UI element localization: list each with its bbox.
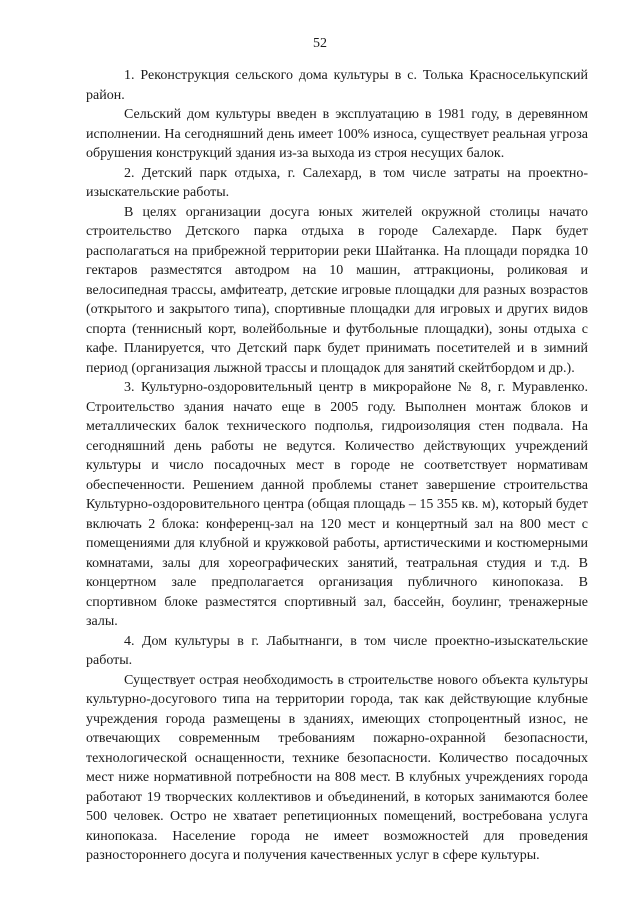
paragraph-item-3: 3. Культурно-оздоровительный центр в микрорайоне № 8, г. Муравленко. Строительство здания начато еще в 2005 году. Выполнен монтаж блоков и металлических балок технического подполья, гидроизоляция стен подвала. На сегодняшний день работы не ведутся. Количество действующих учреждений культуры и число посадочных мест в городе не соответствует нормативам обеспеченности. Решением данной проблемы станет завершение строительства Культурно-оздоровительного центра (общая площадь – 15 355 кв. м), который будет включать 2 блока: конференц-зал на 120 мест и концертный зал на 800 мест с помещениями для клубной и кружковой работы, артистическими и костюмерными комнатами, залы для хореографических занятий, театральная студия и т.д. В концертном зале предполагается организация публичного кинопоказа. В спортивном блоке разместятся спортивный зал, бассейн, боулинг, тренажерные залы. bbox=[86, 380, 588, 629]
page-number: 52 bbox=[313, 36, 327, 51]
paragraph-item-4-description: Существует острая необходимость в строительстве нового объекта культуры культурно-досугового типа на территории города, так как действующие клубные учреждения города размещены в зданиях, имеющих стопроцентный износ, не отвечающих современным требованиям пожарно-охранной безопасности, технологической оснащенности, технике безопасности. Количество посадочных мест ниже нормативной потребности на 808 мест. В клубных учреждениях города работают 19 творческих коллективов и объединений, в которых занимаются более 500 человек. Остро не хватает репетиционных помещений, востребована услуга кинопоказа. Население города не имеет возможностей для проведения разностороннего досуга и получения качественных услуг в сфере культуры. bbox=[86, 672, 588, 863]
paragraph-item-2-description: В целях организации досуга юных жителей окружной столицы начато строительство Детского парка отдыха в городе Салехарде. Парк будет располагаться на прибрежной территории реки Шайтанка. На площади порядка 10 гектаров разместятся автодром на 10 машин, аттракционы, роликовая и велосипедная трассы, амфитеатр, детские игровые площадки для разных возрастов (открытого и закрытого типа), спортивные площадки для игровых и других видов спорта (теннисный корт, волейбольные и футбольные площадки), зоны отдыха с кафе. Планируется, что Детский парк будет принимать посетителей и в зимний период (организация лыжной трассы и площадок для занятий скейтбордом и др.). bbox=[86, 204, 588, 376]
paragraph-item-4-heading: 4. Дом культуры в г. Лабытнанги, в том числе проектно-изыскательские работы. bbox=[86, 633, 588, 668]
paragraph-item-1-heading: 1. Реконструкция сельского дома культуры в с. Толька Красноселькупский район. bbox=[86, 68, 588, 103]
paragraph-item-2-heading: 2. Детский парк отдыха, г. Салехард, в том числе затраты на проектно-изыскательские работы. bbox=[86, 165, 588, 200]
paragraph-item-1-description: Сельский дом культуры введен в эксплуатацию в 1981 году, в деревянном исполнении. На сегодняшний день имеет 100% износа, существует реальная угроза обрушения конструкций здания из-за выхода из строя несущих балок. bbox=[86, 107, 588, 161]
document-body bbox=[86, 66, 588, 866]
